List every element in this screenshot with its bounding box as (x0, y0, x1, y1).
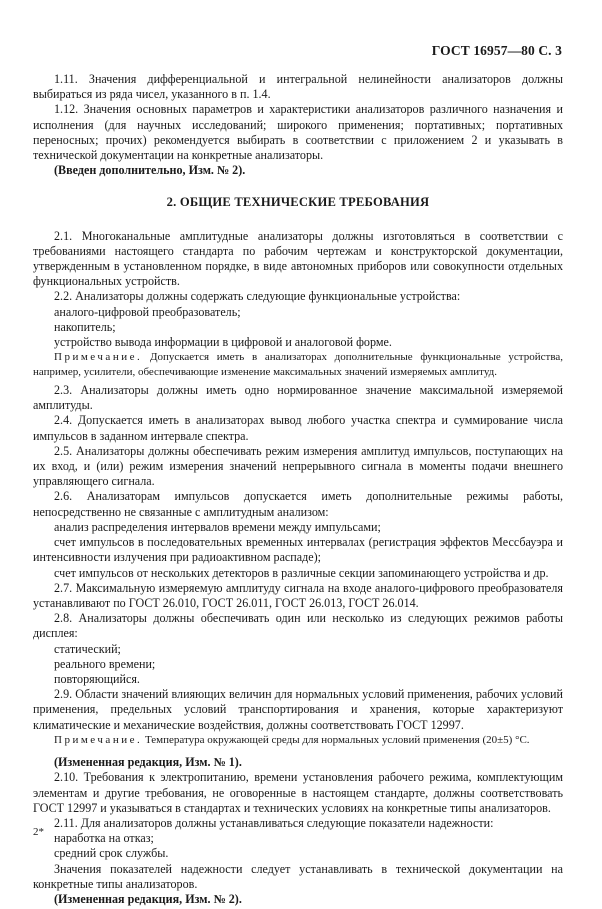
amendment-note: (Измененная редакция, Изм. № 1). (54, 755, 242, 770)
clause-1-12: 1.12. Значения основных параметров и характеристики анализаторов различного назначения и исполнения (для научных исследований; широкого применения; портативных; портативных переносных; прочих) рекомендуется выбирать в соответствии с приложением 2 и указывать в технической документации на конкретные анализаторы. (33, 102, 563, 163)
standard-header: ГОСТ 16957—80 С. 3 (431, 43, 562, 58)
list-item: анализ распределения интервалов времени между импульсами; (54, 519, 381, 534)
clause-2-11-values: Значения показателей надежности следует устанавливать в технической документации на конкретные типы анализаторов. (33, 861, 563, 891)
clause-2-7: 2.7. Максимальную измеряемую амплитуду сигнала на входе аналого-цифрового преобразователя устанавливают по ГОСТ 26.010, ГОСТ 26.011, ГОСТ 26.013, ГОСТ 26.014. (33, 580, 563, 610)
list-item: аналого-цифровой преобразователь; (54, 304, 241, 319)
document-body (33, 72, 563, 907)
clause-2-3: 2.3. Анализаторы должны иметь одно нормированное значение максимальной измеряемой амплитуды. (33, 383, 563, 413)
clause-2-1: 2.1. Многоканальные амплитудные анализаторы должны изготовляться в соответствии с требованиями настоящего стандарта по рабочим чертежам и конструкторской документации, утвержденным в установленном порядке, в виде автономных приборов или совокупности отдельных функциональных устройств. (33, 228, 563, 289)
clause-2-4: 2.4. Допускается иметь в анализаторах вывод любого участка спектра и суммирование числа импульсов в заданном интервале спектра. (33, 413, 563, 443)
note-2 (33, 733, 563, 747)
list-item: устройство вывода информации в цифровой и аналоговой форме. (54, 335, 392, 350)
note-label: Примечание. (54, 733, 143, 746)
clause-2-9: 2.9. Области значений влияющих величин для нормальных условий применения, рабочих условий применения, предельных условий транспортирования и хранения, которые характеризуют климатические и механические воздействия, должны соответствовать ГОСТ 12997. (33, 687, 563, 732)
clause-2-10: 2.10. Требования к электропитанию, времени установления рабочего режима, комплектующим элементам и другие требования, не оговоренные в настоящем стандарте, должны соответствовать ГОСТ 12997 и указываться в стандартах и технических условиях на конкретные типы анализаторов. (33, 770, 563, 815)
note-text: Допускается иметь в анализаторах дополнительные функциональные устройства, например, усилители, обеспечивающие изменение максимальных значений измеряемых амплитуд. (33, 351, 563, 378)
amendment-note: (Введен дополнительно, Изм. № 2). (54, 163, 246, 178)
clause-2-11: 2.11. Для анализаторов должны устанавливаться следующие показатели надежности: (54, 815, 494, 830)
list-item: счет импульсов от нескольких детекторов в различные секции запоминающего устройства и др. (54, 565, 549, 580)
list-item: средний срок службы. (54, 846, 169, 861)
list-item: реального времени; (54, 656, 156, 671)
list-item: повторяющийся. (54, 671, 140, 686)
note-text: Температура окружающей среды для нормальных условий применения (20±5) °С. (144, 733, 530, 746)
clause-1-11: 1.11. Значения дифференциальной и интегральной нелинейности анализаторов должны выбираться из ряда чисел, указанного в п. 1.4. (33, 72, 563, 102)
note-label: Примечание. (54, 351, 143, 364)
list-item: наработка на отказ; (54, 831, 154, 846)
clause-2-6: 2.6. Анализаторам импульсов допускается иметь дополнительные режимы работы, непосредственно не связанные с амплитудным анализом: (33, 489, 563, 519)
note-1 (33, 350, 563, 379)
clause-2-8: 2.8. Анализаторы должны обеспечивать один или несколько из следующих режимов работы дисплея: (33, 611, 563, 641)
clause-2-2: 2.2. Анализаторы должны содержать следующие функциональные устройства: (54, 289, 461, 304)
clause-2-5: 2.5. Анализаторы должны обеспечивать режим измерения амплитуд импульсов, поступающих на их вход, и (или) режим измерения значений непрерывного сигнала в моменты подачи внешнего управляющего сигнала. (33, 443, 563, 489)
list-item: статический; (54, 641, 121, 656)
list-item: счет импульсов в последовательных временных интервалах (регистрация эффектов Мессбауэра и интенсивности излучения при радиоактивном распаде); (33, 535, 563, 565)
amendment-note: (Измененная редакция, Изм. № 2). (54, 891, 242, 906)
section-title: 2. ОБЩИЕ ТЕХНИЧЕСКИЕ ТРЕБОВАНИЯ (166, 195, 430, 210)
page-footer-mark: 2* (33, 826, 44, 838)
list-item: накопитель; (54, 319, 116, 334)
